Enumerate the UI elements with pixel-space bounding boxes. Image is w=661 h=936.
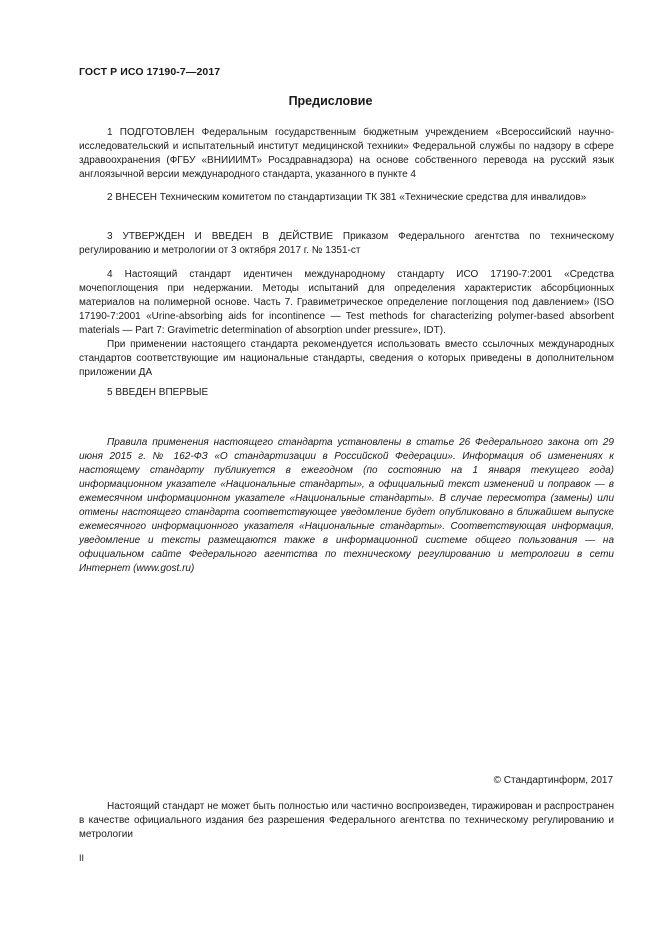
item-5 [79,386,614,400]
item-4-text: 4 Настоящий стандарт идентичен международному стандарту ИСО 17190-7:2001 «Средства мочепоглощения при недержании. Методы испытаний для определения характеристик абсорбционных материалов на полимерной основе. Часть 7. Гравиметрическое определение поглощения под давлением» (ISO 17190-7:2001 «Urine-absorbing aids for incontinence — Test methods for characterizing polymer-based absorbent materials — Part 7: Gravimetric determination of absorption under pressure», IDT). [79,269,614,336]
reproduction-notice [79,800,614,842]
item-3-text: 3 УТВЕРЖДЕН И ВВЕДЕН В ДЕЙСТВИЕ Приказом Федерального агентства по техническому регулированию и метрологии от 3 октября 2017 г. № 1351-ст [79,231,614,256]
item-4-note: При применении настоящего стандарта рекомендуется использовать вместо ссылочных международных стандартов соответствующие им национальные стандарты, сведения о которых приведены в дополнительном приложении ДА [79,339,614,378]
page-title: Предисловие [288,94,373,108]
item-1-text: 1 ПОДГОТОВЛЕН Федеральным государственным бюджетным учреждением «Всероссийский научно-исследовательский и испытательный институт медицинской техники» Федеральной службы по надзору в сфере здравоохранения (ФГБУ «ВНИИИМТ» Росздравнадзора) на основе собственного перевода на русский язык англоязычной версии международного стандарта, указанного в пункте 4 [79,127,614,180]
copyright: © Стандартинформ, 2017 [493,775,613,786]
item-1 [79,126,614,182]
item-2-text: 2 ВНЕСЕН Техническим комитетом по стандартизации ТК 381 «Технические средства для инвалидов» [107,192,587,203]
rules-notice [79,436,614,576]
page-number: II [79,853,85,863]
item-2 [79,191,614,205]
item-3 [79,230,614,258]
rules-notice-text: Правила применения настоящего стандарта установлены в статье 26 Федерального закона от 29 июня 2015 г. № 162-ФЗ «О стандартизации в Российской Федерации». Информация об изменениях к настоящему стандарту публикуется в ежегодном (по состоянию на 1 января текущего года) информационном указателе «Национальные стандарты», а официальный текст изменений и поправок — в ежемесячном информационном указателе «Национальные стандарты». В случае пересмотра (замены) или отмены настоящего стандарта соответствующее уведомление будет опубликовано в ближайшем выпуске ежемесячного информационного указателя «Национальные стандарты». Соответствующая информация, уведомление и тексты размещаются также в информационной системе общего пользования — на официальном сайте Федерального агентства по техническому регулированию и метрологии в сети Интернет (www.gost.ru) [79,437,614,574]
item-5-text: 5 ВВЕДЕН ВПЕРВЫЕ [107,387,209,398]
reproduction-notice-text: Настоящий стандарт не может быть полностью или частично воспроизведен, тиражирован и распространен в качестве официального издания без разрешения Федерального агентства по техническому регулированию и метрологии [79,801,614,840]
document-code: ГОСТ Р ИСО 17190-7—2017 [79,66,221,78]
item-4 [79,268,614,380]
